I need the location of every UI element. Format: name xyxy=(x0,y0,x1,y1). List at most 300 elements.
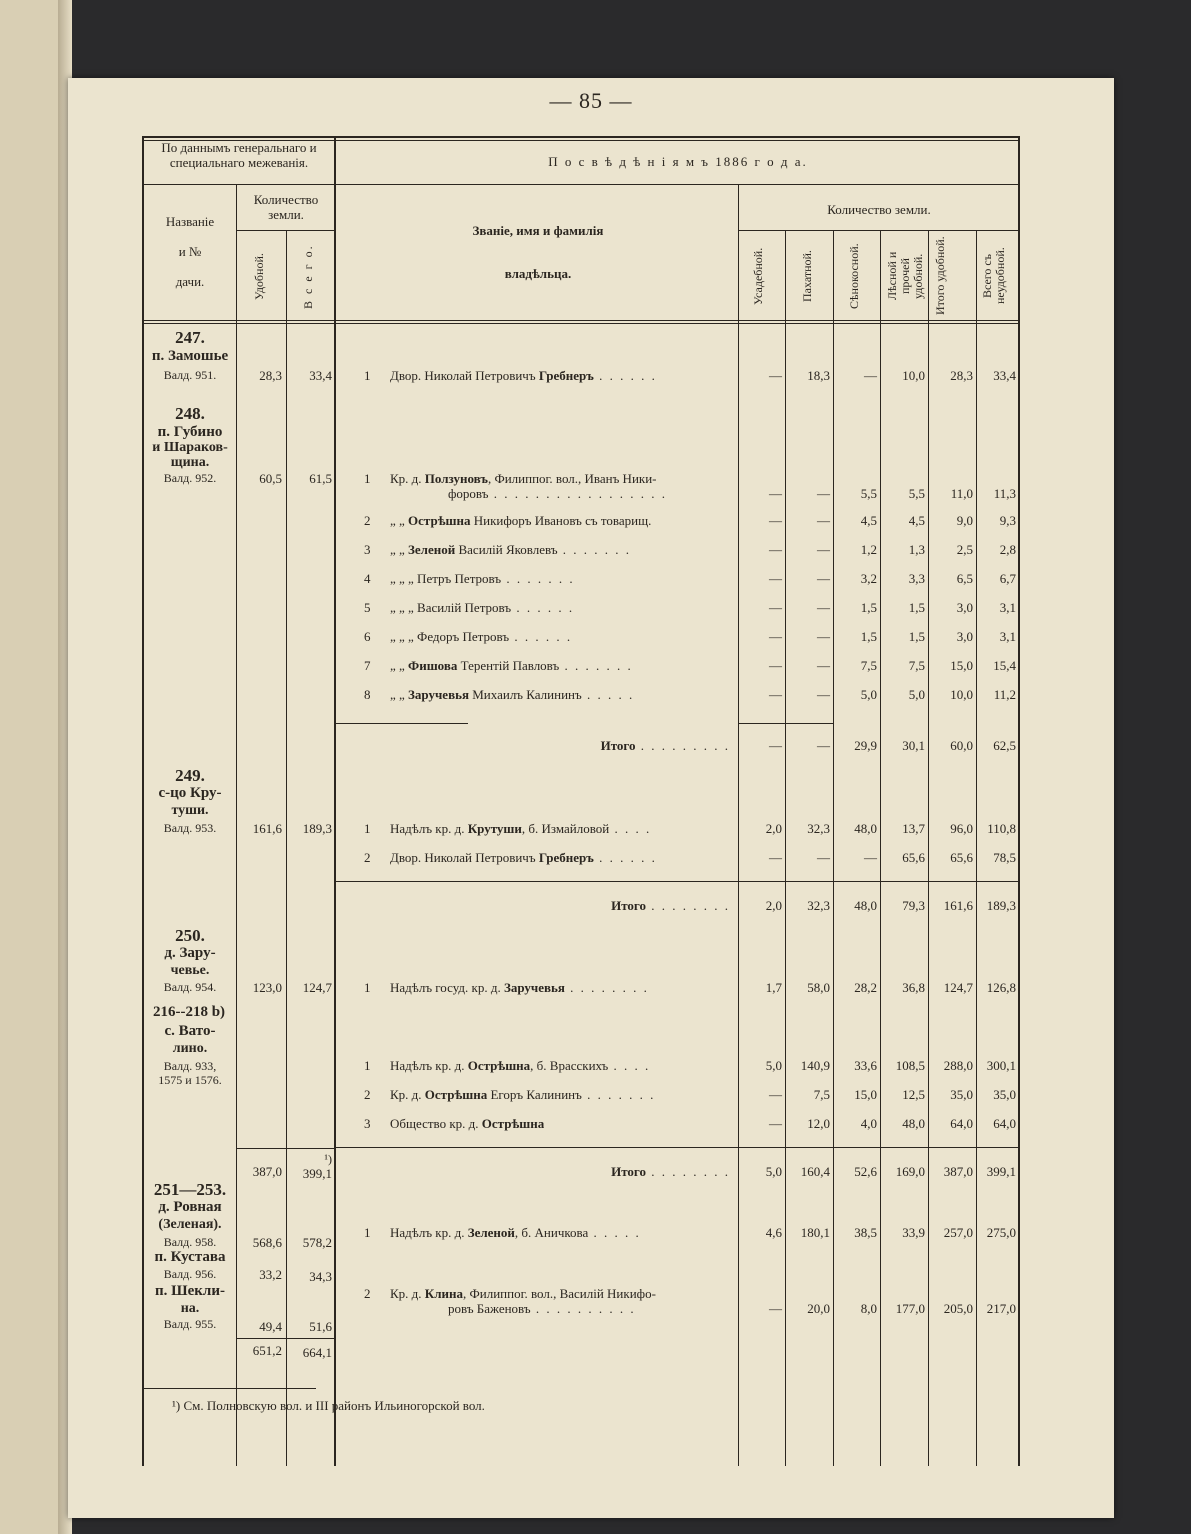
cell-les: 177,0 xyxy=(895,1301,925,1316)
dacha-251-vsego3: 51,6 xyxy=(309,1319,332,1334)
owner-text: ровъ Баженовъ xyxy=(448,1301,531,1316)
total-rule xyxy=(334,723,468,724)
cell-les: 13,7 xyxy=(902,821,925,836)
owner-name xyxy=(390,629,572,645)
total-rule xyxy=(738,723,833,724)
owner-name xyxy=(390,850,657,866)
header-right-group: П о с в ѣ д ѣ н і я м ъ 1886 г о д а. xyxy=(548,154,808,169)
dacha-248-num: 248. xyxy=(175,404,205,423)
cell-les: 5,5 xyxy=(908,486,925,501)
cell-usad: 5,0 xyxy=(765,1164,782,1179)
total-word: Итого xyxy=(611,1164,646,1179)
header-rule xyxy=(236,230,334,231)
cell-pakh: — xyxy=(817,513,830,528)
sub-rule xyxy=(236,1338,334,1339)
leader-dots: . . . . . . . xyxy=(501,571,575,586)
leader-dots: . . . . . . . . . xyxy=(635,738,730,753)
cell-usad: — xyxy=(769,687,782,702)
cell-itogo: 9,0 xyxy=(956,513,973,528)
cell-sen: 48,0 xyxy=(854,821,877,836)
owner-text: Двор. Николай Петровичъ xyxy=(390,368,539,383)
dacha-248-name3: щина. xyxy=(170,455,210,470)
row-number: 1 xyxy=(364,980,371,995)
owner-surname: Гребнеръ xyxy=(538,368,594,383)
dacha-216-vald2: 1575 и 1576. xyxy=(158,1073,222,1087)
leader-dots: . . . . . . . xyxy=(559,658,633,673)
dacha-248-udob: 60,5 xyxy=(259,471,282,486)
cell-sen: 1,5 xyxy=(860,600,877,615)
cell-les: 1,5 xyxy=(908,600,925,615)
name-col-3: дачи. xyxy=(175,274,205,289)
owner-text: форовъ xyxy=(448,486,489,501)
col-rule xyxy=(928,230,929,1466)
owner-name xyxy=(390,542,631,558)
leader-dots: . . . . . xyxy=(581,687,635,702)
dacha-250-name1: д. Зару- xyxy=(164,945,216,961)
owner-text: „ „ xyxy=(390,687,409,702)
cell-les: 4,5 xyxy=(908,513,925,528)
row-number: 3 xyxy=(364,542,371,557)
dacha-251-vsego2: 34,3 xyxy=(309,1269,332,1284)
cell-vsego: 35,0 xyxy=(993,1087,1016,1102)
row-number: 7 xyxy=(364,658,371,673)
owner-text: Надѣлъ кр. д. xyxy=(390,821,468,836)
owner-text: „ „ xyxy=(390,513,409,528)
leader-dots: . . . . . . . . . . xyxy=(530,1301,636,1316)
header-left-group: По даннымъ генеральнаго и специальнаго межеванія. xyxy=(161,140,317,170)
owner-surname: Острѣшна xyxy=(467,1058,531,1073)
dacha-249-name2: туши. xyxy=(171,803,209,818)
cell-vsego: 126,8 xyxy=(986,980,1016,995)
cell-pakh: — xyxy=(817,629,830,644)
cell-usad: — xyxy=(769,368,782,383)
cell-vsego: 64,0 xyxy=(993,1116,1016,1131)
dacha-251-udob1: 568,6 xyxy=(252,1235,282,1250)
owner-text: Надѣлъ кр. д. xyxy=(390,1058,468,1073)
row-number: 5 xyxy=(364,600,371,615)
owner-surname: Острѣшна xyxy=(408,513,471,528)
cell-vsego: 11,3 xyxy=(993,486,1016,501)
owner-surname: Заручевья xyxy=(408,687,469,702)
cell-vsego: 11,2 xyxy=(993,687,1016,702)
owner-text: , Филиппог. вол., Иванъ Ники- xyxy=(487,471,657,486)
col-rule xyxy=(833,230,834,1466)
dacha-251-sub-udob: 387,0 xyxy=(252,1164,282,1179)
dacha-247-num: 247. xyxy=(175,328,205,347)
total-label xyxy=(338,738,730,754)
cell-vsego: 217,0 xyxy=(986,1301,1016,1316)
cell-les: 3,3 xyxy=(908,571,925,586)
owner-text: Двор. Николай Петровичъ xyxy=(390,850,539,865)
col-les: Лѣсной и прочей удобной. xyxy=(885,251,925,301)
header-rule xyxy=(738,230,1020,231)
dacha-248-name2: и Шараков- xyxy=(152,440,228,455)
udobnoy-header: Удобной. xyxy=(252,253,266,301)
leader-dots: . . . . . . xyxy=(511,600,575,615)
cell-itogo: 28,3 xyxy=(950,368,973,383)
cell-sen: 4,0 xyxy=(860,1116,877,1131)
cell-les: 33,9 xyxy=(902,1225,925,1240)
dacha-216-vald1: Валд. 933, xyxy=(163,1059,217,1073)
leader-dots: . . . . . . xyxy=(509,629,573,644)
cell-itogo: 35,0 xyxy=(950,1087,973,1102)
cell-sen: 4,5 xyxy=(860,513,877,528)
cell-vsego: 9,3 xyxy=(999,513,1016,528)
table-right-rule xyxy=(1018,136,1020,1466)
owner-text: „ „ „ Василій Петровъ xyxy=(390,600,512,615)
cell-usad: 4,6 xyxy=(765,1225,782,1240)
cell-sen: 28,2 xyxy=(854,980,877,995)
owner-name xyxy=(390,1116,544,1132)
cell-les: 7,5 xyxy=(908,658,925,673)
owner-text: Общество кр. д. xyxy=(390,1116,482,1131)
dacha-251-vald3: Валд. 955. xyxy=(163,1317,217,1331)
owner-col-2: владѣльца. xyxy=(504,266,572,281)
cell-itogo: 96,0 xyxy=(950,821,973,836)
dacha-247-name: п. Замошье xyxy=(151,348,229,364)
cell-usad: 5,0 xyxy=(765,1058,782,1073)
owner-text: , Филиппог. вол., Василій Никифо- xyxy=(463,1286,656,1301)
owner-text: „ „ „ Федоръ Петровъ xyxy=(390,629,510,644)
leader-dots: . . . . . . . xyxy=(581,1087,656,1102)
footnote-rule xyxy=(144,1388,316,1389)
cell-usad: — xyxy=(769,542,782,557)
cell-usad: — xyxy=(769,738,782,753)
col-pakh: Пахатной. xyxy=(800,250,814,302)
cell-vsego: 275,0 xyxy=(986,1225,1016,1240)
owner-text: Михаилъ Калининъ xyxy=(469,687,582,702)
cell-pakh: 32,3 xyxy=(807,898,830,913)
header-bottom-rule-2 xyxy=(142,323,1020,324)
dacha-250-vsego: 124,7 xyxy=(302,980,332,995)
cell-itogo: 15,0 xyxy=(950,658,973,673)
owner-text: „ „ xyxy=(390,542,409,557)
row-number: 1 xyxy=(364,821,371,836)
cell-sen: — xyxy=(864,368,877,383)
cell-pakh: 20,0 xyxy=(807,1301,830,1316)
cell-vsego: 78,5 xyxy=(993,850,1016,865)
cell-pakh: 58,0 xyxy=(807,980,830,995)
cell-usad: — xyxy=(769,486,782,501)
owner-text: „ „ xyxy=(390,658,409,673)
dacha-247-udob: 28,3 xyxy=(259,368,282,383)
col-usad: Усадебной. xyxy=(751,247,765,305)
owner-surname: Ползуновъ xyxy=(424,471,488,486)
dacha-251-tot-udob: 651,2 xyxy=(252,1343,282,1358)
name-col-1: Названіе xyxy=(165,214,215,229)
owner-name xyxy=(390,471,657,487)
cell-pakh: 7,5 xyxy=(813,1087,830,1102)
table-top-rule xyxy=(142,136,1020,138)
cell-les: 36,8 xyxy=(902,980,925,995)
cell-les: 1,3 xyxy=(908,542,925,557)
dacha-251-num: 251—253. xyxy=(153,1180,227,1199)
cell-vsego: 300,1 xyxy=(986,1058,1016,1073)
col-sen: Сѣнокосной. xyxy=(847,243,861,309)
dacha-216-name2: лино. xyxy=(172,1041,208,1056)
cell-itogo: 65,6 xyxy=(950,850,973,865)
row-number: 2 xyxy=(364,1087,371,1102)
cell-sen: — xyxy=(864,850,877,865)
leader-dots: . . . . . . xyxy=(593,850,657,865)
owner-name xyxy=(390,658,633,674)
header-rule xyxy=(334,184,1020,185)
dacha-251-name4: п. Шекли- xyxy=(155,1283,225,1299)
owner-name xyxy=(390,1225,641,1241)
cell-vsego: 3,1 xyxy=(999,629,1016,644)
row-number: 8 xyxy=(364,687,371,702)
dacha-251-name2: (Зеленая). xyxy=(158,1217,222,1232)
cell-les: 10,0 xyxy=(902,368,925,383)
cell-vsego: 15,4 xyxy=(993,658,1016,673)
cell-usad: — xyxy=(769,1087,782,1102)
row-number: 2 xyxy=(364,513,371,528)
row-number: 2 xyxy=(364,1286,371,1301)
dacha-251-name3: п. Кустава xyxy=(154,1249,226,1265)
cell-vsego: 62,5 xyxy=(993,738,1016,753)
cell-sen: 3,2 xyxy=(860,571,877,586)
cell-sen: 48,0 xyxy=(854,898,877,913)
dacha-251-udob3: 49,4 xyxy=(259,1319,282,1334)
cell-les: 79,3 xyxy=(902,898,925,913)
cell-itogo: 60,0 xyxy=(950,738,973,753)
cell-itogo: 288,0 xyxy=(943,1058,973,1073)
cell-pakh: — xyxy=(817,571,830,586)
leader-dots: . . . . . . . . xyxy=(564,980,649,995)
total-rule xyxy=(334,881,1020,882)
cell-itogo: 11,0 xyxy=(950,486,973,501)
owner-surname: Фишова xyxy=(408,658,458,673)
owner-name xyxy=(390,571,575,587)
dacha-250-num: 250. xyxy=(175,926,205,945)
leader-dots: . . . . . . . . xyxy=(646,898,730,913)
leader-dots: . . . . . xyxy=(588,1225,641,1240)
dacha-216-name1: с. Вато- xyxy=(164,1023,216,1039)
owner-col-1: Званіе, имя и фамилія xyxy=(472,223,604,238)
owner-surname: Зеленой xyxy=(408,542,456,557)
cell-pakh: — xyxy=(817,542,830,557)
col-itogo: Итого удобной. xyxy=(933,236,947,316)
dacha-251-udob2: 33,2 xyxy=(259,1267,282,1282)
row-number: 3 xyxy=(364,1116,371,1131)
dacha-251-tot-vsego: 664,1 xyxy=(302,1345,332,1360)
dacha-249-vsego: 189,3 xyxy=(302,821,332,836)
cell-pakh: 160,4 xyxy=(800,1164,830,1179)
cell-usad: 2,0 xyxy=(765,821,782,836)
cell-sen: 8,0 xyxy=(860,1301,877,1316)
leader-dots: . . . . xyxy=(609,821,652,836)
cell-les: 169,0 xyxy=(895,1164,925,1179)
col-rule xyxy=(334,136,336,1466)
dacha-251-sub-note: ¹) xyxy=(324,1152,332,1166)
owner-name-line2 xyxy=(448,1301,636,1317)
cell-les: 5,0 xyxy=(908,687,925,702)
owner-surname: Острѣшна xyxy=(481,1116,545,1131)
row-number: 4 xyxy=(364,571,371,586)
cell-usad: — xyxy=(769,571,782,586)
dacha-247-vsego: 33,4 xyxy=(309,368,332,383)
dacha-250-name2: чевье. xyxy=(170,963,210,978)
owner-name xyxy=(390,1286,656,1302)
owner-surname: Зеленой xyxy=(467,1225,515,1240)
col-rule xyxy=(785,230,786,1466)
col-rule xyxy=(976,230,977,1466)
cell-usad: — xyxy=(769,1116,782,1131)
cell-vsego: 399,1 xyxy=(986,1164,1016,1179)
dacha-250-vald: Валд. 954. xyxy=(163,980,217,994)
owner-name xyxy=(390,600,574,616)
cell-vsego: 2,8 xyxy=(999,542,1016,557)
dacha-249-name1: с-цо Кру- xyxy=(158,785,222,801)
col-vsego: Всего съ неудобной. xyxy=(980,247,1007,305)
cell-pakh: — xyxy=(817,687,830,702)
cell-itogo: 205,0 xyxy=(943,1301,973,1316)
owner-name xyxy=(390,513,651,529)
owner-text: Терентій Павловъ xyxy=(457,658,560,673)
dacha-251-vald2: Валд. 956. xyxy=(163,1267,217,1281)
dacha-251-sub-vsego: 399,1 xyxy=(302,1166,332,1181)
cell-pakh: — xyxy=(817,658,830,673)
cell-vsego: 33,4 xyxy=(993,368,1016,383)
leader-dots: . . . . . . xyxy=(593,368,657,383)
cell-les: 30,1 xyxy=(902,738,925,753)
row-number: 6 xyxy=(364,629,371,644)
cell-usad: — xyxy=(769,629,782,644)
vsego-header: В с е г о. xyxy=(301,244,315,310)
cell-usad: — xyxy=(769,600,782,615)
cell-itogo: 2,5 xyxy=(956,542,973,557)
owner-text: Василій Яковлевъ xyxy=(455,542,558,557)
cell-sen: 15,0 xyxy=(854,1087,877,1102)
cell-usad: — xyxy=(769,513,782,528)
cell-les: 65,6 xyxy=(902,850,925,865)
dacha-249-udob: 161,6 xyxy=(252,821,282,836)
owner-name xyxy=(390,1058,650,1074)
cell-sen: 1,2 xyxy=(860,542,877,557)
cell-pakh: 180,1 xyxy=(800,1225,830,1240)
cell-sen: 7,5 xyxy=(860,658,877,673)
col-rule xyxy=(236,184,237,1466)
header-rule xyxy=(142,184,334,185)
owner-surname: Клина xyxy=(424,1286,463,1301)
cell-itogo: 6,5 xyxy=(956,571,973,586)
dacha-249-vald: Валд. 953. xyxy=(163,821,217,835)
cell-usad: 1,7 xyxy=(765,980,782,995)
total-label xyxy=(338,898,730,914)
cell-usad: — xyxy=(769,1301,782,1316)
row-number: 1 xyxy=(364,1225,371,1240)
owner-name xyxy=(390,687,634,703)
total-word: Итого xyxy=(611,898,646,913)
cell-sen: 5,0 xyxy=(860,687,877,702)
cell-sen: 38,5 xyxy=(854,1225,877,1240)
owner-text: Егоръ Калининъ xyxy=(487,1087,582,1102)
owner-text: Надѣлъ госуд. кр. д. xyxy=(390,980,504,995)
footnote: ¹) См. Полновскую вол. и III районъ Ильиногорской вол. xyxy=(172,1398,485,1413)
document-page xyxy=(68,78,1114,1518)
cell-itogo: 161,6 xyxy=(943,898,973,913)
owner-name xyxy=(390,821,651,837)
total-word: Итого xyxy=(600,738,636,753)
cell-vsego: 110,8 xyxy=(987,821,1016,836)
cell-pakh: — xyxy=(817,738,830,753)
owner-surname: Заручевья xyxy=(503,980,565,995)
owner-text: Никифоръ Ивановъ съ товарищ. xyxy=(470,513,652,528)
cell-pakh: — xyxy=(817,486,830,501)
owner-text: Кр. д. xyxy=(390,471,425,486)
col-rule xyxy=(880,230,881,1466)
cell-usad: — xyxy=(769,850,782,865)
leader-dots: . . . . . . . . xyxy=(646,1164,730,1179)
col-rule xyxy=(738,184,739,1466)
owner-surname: Острѣшна xyxy=(424,1087,488,1102)
dacha-251-name5: на. xyxy=(180,1301,200,1316)
owner-name xyxy=(390,980,649,996)
total-rule xyxy=(334,1147,1020,1148)
owner-name-line2 xyxy=(448,486,667,502)
cell-pakh: — xyxy=(817,600,830,615)
owner-text: „ „ „ Петръ Петровъ xyxy=(390,571,502,586)
cell-vsego: 3,1 xyxy=(999,600,1016,615)
cell-vsego: 6,7 xyxy=(999,571,1016,586)
cell-sen: 5,5 xyxy=(860,486,877,501)
dacha-216-num: 216--218 b) xyxy=(152,1004,226,1020)
cell-itogo: 124,7 xyxy=(943,980,973,995)
row-number: 1 xyxy=(364,1058,371,1073)
owner-text: Надѣлъ кр. д. xyxy=(390,1225,468,1240)
dacha-249-num: 249. xyxy=(175,766,205,785)
cell-itogo: 387,0 xyxy=(943,1164,973,1179)
cell-sen: 52,6 xyxy=(854,1164,877,1179)
owner-name xyxy=(390,368,657,384)
owner-text: , б. Аничкова xyxy=(514,1225,589,1240)
cell-usad: — xyxy=(769,658,782,673)
land-group: Количество земли. xyxy=(827,202,931,217)
header-bottom-rule xyxy=(142,320,1020,321)
leader-dots: . . . . . . . . . . . . . . . . . xyxy=(488,486,667,501)
leader-dots: . . . . . . . xyxy=(557,542,632,557)
qty-group: Количество земли. xyxy=(253,192,319,222)
cell-sen: 33,6 xyxy=(854,1058,877,1073)
cell-pakh: 12,0 xyxy=(807,1116,830,1131)
leader-dots: . . . . xyxy=(608,1058,651,1073)
owner-surname: Крутуши xyxy=(467,821,522,836)
cell-les: 108,5 xyxy=(895,1058,925,1073)
dacha-251-name1: д. Ровная xyxy=(158,1199,222,1215)
dacha-247-vald: Валд. 951. xyxy=(163,368,217,382)
cell-itogo: 3,0 xyxy=(956,600,973,615)
cell-sen: 1,5 xyxy=(860,629,877,644)
row-number: 1 xyxy=(364,471,371,486)
col-rule xyxy=(286,230,287,1466)
name-col-2: и № xyxy=(178,244,202,259)
dacha-248-vsego: 61,5 xyxy=(309,471,332,486)
cell-les: 1,5 xyxy=(908,629,925,644)
cell-itogo: 257,0 xyxy=(943,1225,973,1240)
cell-pakh: — xyxy=(817,850,830,865)
owner-text: , б. Врасскихъ xyxy=(530,1058,609,1073)
cell-les: 48,0 xyxy=(902,1116,925,1131)
owner-surname: Гребнеръ xyxy=(538,850,594,865)
owner-text: , б. Измайловой xyxy=(521,821,610,836)
cell-pakh: 32,3 xyxy=(807,821,830,836)
cell-itogo: 10,0 xyxy=(950,687,973,702)
owner-text: Кр. д. xyxy=(390,1286,425,1301)
page-number: — 85 — xyxy=(549,88,633,113)
cell-sen: 29,9 xyxy=(854,738,877,753)
owner-text: Кр. д. xyxy=(390,1087,425,1102)
row-number: 1 xyxy=(364,368,371,383)
